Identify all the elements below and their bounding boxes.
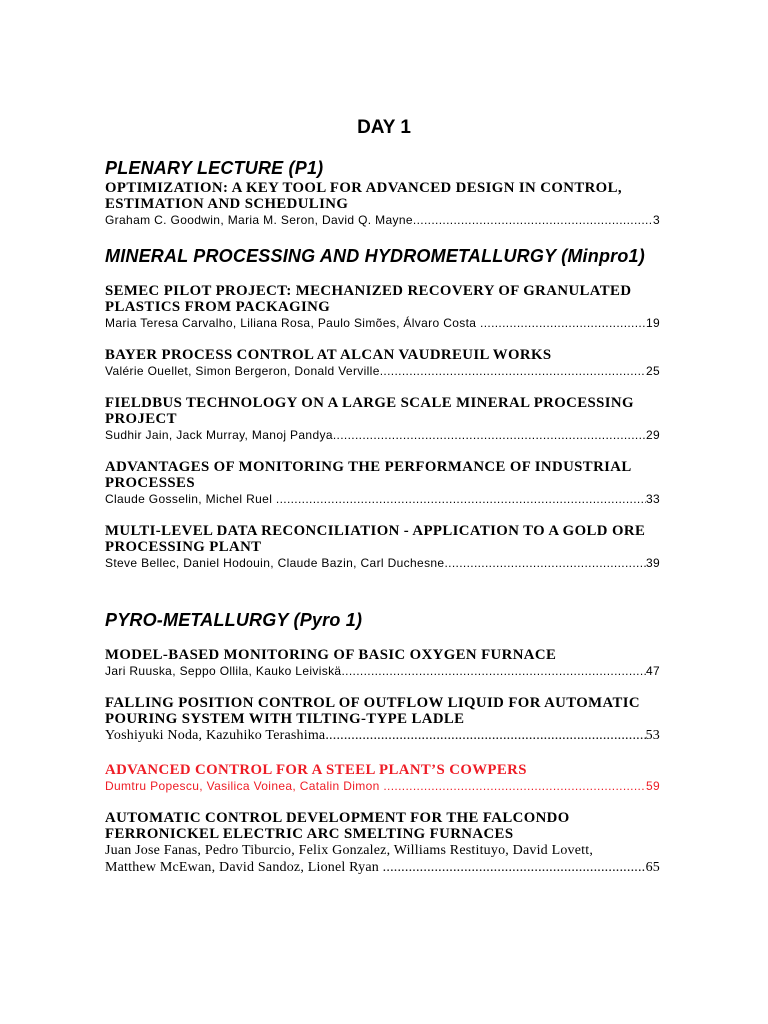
entry-title-line: MULTI-LEVEL DATA RECONCILIATION - APPLICATION TO A GOLD ORE	[105, 523, 646, 539]
entry-authors: Sudhir Jain, Jack Murray, Manoj Pandya	[105, 428, 333, 442]
author-row	[105, 663, 660, 679]
entry-title-line: PLASTICS FROM PACKAGING	[105, 299, 331, 315]
toc-entry	[105, 523, 665, 571]
toc-entry	[105, 347, 665, 379]
entry-page-number: 25	[645, 364, 660, 378]
entry-page-number: 65	[645, 860, 660, 875]
author-row	[105, 727, 660, 744]
section-heading-plenary: PLENARY LECTURE (P1)	[105, 158, 324, 178]
entry-title-line: ADVANCED CONTROL FOR A STEEL PLANT’S COWPERS	[105, 762, 527, 778]
toc-entry	[105, 695, 665, 744]
day-title: DAY 1	[357, 117, 411, 138]
entry-page-number: 19	[645, 316, 660, 330]
section-heading-mineral-processing: MINERAL PROCESSING AND HYDROMETALLURGY (Minpro1)	[105, 246, 645, 266]
entry-title-line: ADVANTAGES OF MONITORING THE PERFORMANCE OF INDUSTRIAL	[105, 459, 632, 475]
author-row	[105, 427, 660, 443]
toc-entry	[105, 180, 665, 228]
dot-leader	[413, 212, 653, 228]
entry-authors: Maria Teresa Carvalho, Liliana Rosa, Paulo Simões, Álvaro Costa	[105, 316, 481, 330]
dot-leader	[444, 555, 645, 571]
entry-title-line: FIELDBUS TECHNOLOGY ON A LARGE SCALE MINERAL PROCESSING	[105, 395, 634, 411]
author-row	[105, 491, 660, 507]
entry-authors: Claude Gosselin, Michel Ruel	[105, 492, 276, 506]
section-heading-pyro-metallurgy: PYRO-METALLURGY (Pyro 1)	[105, 610, 363, 630]
section-mineral-processing	[105, 246, 665, 571]
entry-title-line: ESTIMATION AND SCHEDULING	[105, 196, 349, 212]
entry-authors: Steve Bellec, Daniel Hodouin, Claude Bazin, Carl Duchesne	[105, 556, 445, 570]
entry-page-number: 59	[645, 779, 660, 793]
entry-page-number: 33	[645, 492, 660, 506]
section-plenary	[105, 158, 665, 228]
entry-page-number: 47	[645, 664, 660, 678]
toc-entry	[105, 283, 665, 331]
toc-entry	[105, 647, 665, 679]
author-row	[105, 859, 660, 876]
entry-authors: Dumtru Popescu, Vasilica Voinea, Catalin Dimon	[105, 779, 384, 793]
author-row	[105, 778, 660, 794]
toc-entry	[105, 459, 665, 507]
entry-authors: Valérie Ouellet, Simon Bergeron, Donald Verville	[105, 364, 380, 378]
author-row	[105, 555, 660, 571]
entry-title-line: PROJECT	[105, 411, 177, 427]
entry-title-line: SEMEC PILOT PROJECT: MECHANIZED RECOVERY OF GRANULATED	[105, 283, 632, 299]
dot-leader	[341, 663, 645, 679]
entry-authors: Juan Jose Fanas, Pedro Tiburcio, Felix Gonzalez, Williams Restituyo, David Lovett,	[105, 843, 594, 858]
entry-title-line: PROCESSES	[105, 475, 195, 491]
entry-title-line: OPTIMIZATION: A KEY TOOL FOR ADVANCED DESIGN IN CONTROL,	[105, 180, 622, 196]
dot-leader	[383, 859, 646, 876]
dot-leader	[383, 778, 646, 794]
dot-leader	[480, 315, 646, 331]
entry-authors: Jari Ruuska, Seppo Ollila, Kauko Leiviskä	[105, 664, 342, 678]
section-pyro-metallurgy	[105, 610, 665, 876]
dot-leader	[333, 427, 646, 443]
entry-page-number: 53	[645, 728, 660, 743]
entry-title-line: MODEL-BASED MONITORING OF BASIC OXYGEN FURNACE	[105, 647, 557, 663]
dot-leader	[380, 363, 646, 379]
entry-title-line: BAYER PROCESS CONTROL AT ALCAN VAUDREUIL WORKS	[105, 347, 552, 363]
entry-title-line: FERRONICKEL ELECTRIC ARC SMELTING FURNACES	[105, 826, 514, 842]
entry-page-number: 29	[645, 428, 660, 442]
dot-leader	[276, 491, 646, 507]
author-row	[105, 315, 660, 331]
toc-entry-highlighted	[105, 762, 665, 794]
entry-authors: Yoshiyuki Noda, Kazuhiko Terashima	[105, 728, 326, 743]
entry-title-line: FALLING POSITION CONTROL OF OUTFLOW LIQUID FOR AUTOMATIC	[105, 695, 641, 711]
toc-content	[105, 158, 665, 876]
entry-authors: Graham C. Goodwin, Maria M. Seron, David Q. Mayne	[105, 213, 413, 227]
entry-page-number: 39	[645, 556, 660, 570]
author-row	[105, 212, 660, 228]
entry-authors: Matthew McEwan, David Sandoz, Lionel Ryan	[105, 860, 383, 875]
entry-page-number: 3	[652, 213, 660, 227]
author-row	[105, 363, 660, 379]
entry-title-line: POURING SYSTEM WITH TILTING-TYPE LADLE	[105, 711, 465, 727]
entry-title-line: AUTOMATIC CONTROL DEVELOPMENT FOR THE FALCONDO	[105, 810, 570, 826]
dot-leader	[325, 727, 645, 744]
entry-title-line: PROCESSING PLANT	[105, 539, 262, 555]
toc-entry	[105, 395, 665, 443]
toc-entry	[105, 810, 665, 876]
